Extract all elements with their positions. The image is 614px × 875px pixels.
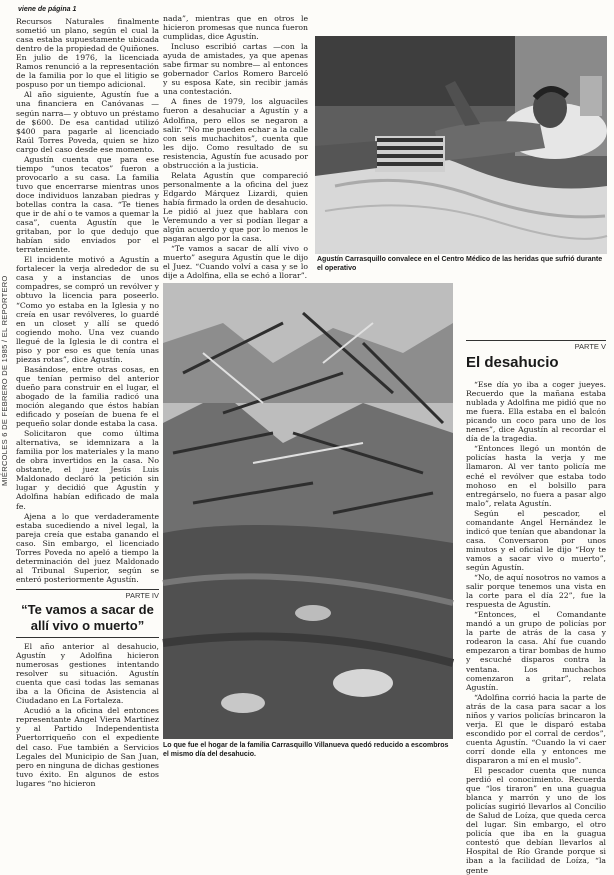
paragraph: Según el pescador, el comandante Angel Hernández le indicó que tenían que abandonar la casa. Conversaron por unos minutos y el oficial le dijo “Hoy te vamos a sacar vivo o muerto”, según Agustín. bbox=[466, 508, 606, 572]
paragraph: “Entonces, el Comandante mandó a un grupo de policías por la parte de atrás de la casa y rodearon la casa. Ahí fue cuando empezaron a tirar bombas de humo y escuché disparos contra la ventana. Los muchachos comenzaron a gritar”, relata Agustín. bbox=[466, 610, 606, 692]
paragraph: Relata Agustín que compareció personalmente a la oficina del juez Edgardo Márquez Lizardi, quien había firmado la orden de desahucio. Le pidió al juez que hablara con Veremundo a ver si podían llegar a algún acuerdo y que por lo menos le pagaran algo por la casa. bbox=[163, 170, 308, 244]
paragraph: El incidente motivó a Agustín a fortalecer la verja alrededor de su casa y a instancias de unos compadres, se compró un revólver y obtuvo la licencia para poseerlo. “Como yo estaba en la Iglesia y no creía en usar revólveres, lo guardé en un closet y allí se quedó cogiendo moho. Una vez cuando llegué de la Iglesia le di contra el piso y por eso es que tenía unas piezas rotas”, dice Agustín. bbox=[16, 255, 159, 364]
column-left bbox=[16, 5, 159, 788]
paragraph: “Adolfina corrió hacia la parte de atrás de la casa para sacar a los niños y varios policías brincaron la verja. El que le disparó estaba escondido por el corral de cerdos”, cuenta Agustín. “Cuando la vi caer corrí donde ella y entonces me dispararon a mí en el muslo”. bbox=[466, 692, 606, 765]
paragraph: A fines de 1979, los alguaciles fueron a desahuciar a Agustín y a Adolfina, pero ellos se negaron a salir. “No me pueden echar a la calle con seis muchachitos”, cuenta que les dijo. Como resultado de su resistencia, Agustín fue acusado por obstrucción a la justicia. bbox=[163, 97, 308, 170]
masthead-strip: MIÉRCOLES 6 DE FEBRERO DE 1985 / EL REPORTERO bbox=[0, 275, 9, 486]
paragraph: Incluso escribió cartas —con la ayuda de amistades, ya que apenas sabe firmar su nombre— al entonces gobernador Carlos Romero Barceló y su esposa Kate, sin recibir jamás una contestación. bbox=[163, 42, 308, 97]
rubble-photo bbox=[163, 283, 453, 739]
paragraph: Al año siguiente, Agustín fue a una financiera en Canóvanas —según narra— y obtuvo un préstamo de $600. De esa cantidad utilizó $400 para pagarle al licenciado Raúl Torres Poveda, quien se hizo cargo del caso desde ese momento. bbox=[16, 90, 159, 154]
paragraph: “Ese día yo iba a coger jueyes. Recuerdo que la mañana estaba nublada y Adolfina me pidió que no me fuera. Ella estaba en el balcón picando un coco para uno de los nenes”, dice Agustín al recordar el día de la tragedia. bbox=[466, 380, 606, 444]
section-title-part-iv: “Te vamos a sacar de allí vivo o muerto” bbox=[16, 602, 159, 638]
paragraph: “No, de aquí nosotros no vamos a salir porque tenemos una vista en la corte para el día 22”, fue la respuesta de Agustín. bbox=[466, 573, 606, 610]
paragraph: nada”, mientras que en otros le hicieron promesas que nunca fueron cumplidas, dice Agustín. bbox=[163, 14, 308, 42]
paragraph: “Entonces llegó un montón de policías hasta la verja y me llamaron. Al ver tanto policía me eché el revólver que estaba todo mohoso en el bolsillo para entregárselo, no fuera a pasar algo malo”, relata Agustín. bbox=[466, 444, 606, 508]
paragraph: Basándose, entre otras cosas, en que tenían permiso del anterior dueño para construir en el lugar, el abogado de la familia radicó una moción alegando que éstos habían edificado y poseían de buena fe el pequeño solar donde estaba la casa. bbox=[16, 364, 159, 429]
paragraph: Agustín cuenta que para ese tiempo “unos tecatos” fueron a provocarlo a su casa. La familia tuvo que encerrarse mientras unos doce individuos lanzaban piedras y botellas contra la casa. “Te tienes que ir de ahí o te vamos a quemar la casa”, cuenta Agustín que le gritaban, por lo que dedujo que habían sido enviados por el terrateniente. bbox=[16, 154, 159, 255]
section-title-part-v: El desahucio bbox=[466, 354, 559, 372]
paragraph: “Te vamos a sacar de allí vivo o muerto” asegura Agustín que le dijo el Juez. “Cuando volví a casa y se lo dije a Adolfina, ella se echó a llorar”. bbox=[163, 244, 308, 281]
paragraph: El pescador cuenta que nunca perdió el conocimiento. Recuerda que “los tiraron” en una guagua blanca y marrón y uno de los policías sugirió llevarlos al Concilio de Salud de Loíza, que queda cerca del lugar. Sin embargo, el otro policía que iba en la guagua contestó que debían llevarlos al Hospital de Río Grande porque si iban a la facilidad de Loíza, “la gente bbox=[466, 766, 606, 875]
paragraph: Ajena a lo que verdaderamente estaba sucediendo a nivel legal, la pareja creía que estaba ganando el caso. Sin embargo, el licenciado Torres Poveda no apeló a tiempo la determinación del juez Maldonado al Tribunal Superior, según se enteró posteriormente Agustín. bbox=[16, 511, 159, 584]
section-label-part-v: PARTE V bbox=[466, 340, 606, 351]
paragraph: Acudió a la oficina del entonces representante Angel Viera Martínez y al Partido Independentista Puertorriqueño con el expediente del caso. Fue también a Servicios Legales del Municipio de San Juan, pero en ninguna de dichas gestiones tuvo éxito. En algunos de estos lugares “no hicieron bbox=[16, 706, 159, 788]
column-middle-text bbox=[163, 14, 308, 281]
hospital-photo bbox=[315, 36, 607, 254]
rubble-photo-caption: Lo que fue el hogar de la familia Carrasquillo Villanueva quedó reducido a escombros el mismo día del desahucio. bbox=[163, 742, 449, 758]
paragraph: El año anterior al desahucio, Agustín y Adolfina hicieron numerosas gestiones intentando resolver su situación. Agustín cuenta que casi todas las semanas iba a la Oficina de Asistencia al Ciudadano en La Fortaleza. bbox=[16, 642, 159, 706]
paragraph: Solicitaron que como última alternativa, se idemnizara a la familia por los materiales y la mano de obra invertidos en la casa. No obstante, el juez Jesús Luis Maldonado declaró la petición sin lugar y decidió que Agustín y Adolfina habían edificado de mala fe. bbox=[16, 429, 159, 511]
continued-from-label: viene de página 1 bbox=[18, 6, 77, 13]
column-right bbox=[466, 335, 606, 875]
paragraph: Recursos Naturales finalmente sometió un plano, según el cual la casa estaba supuestamente ubicada dentro de la propiedad de Quiñones. En julio de 1976, la licenciada Ramos renunció a la representación de la familia por lo que el litigio se pospuso por un tiempo adicional. bbox=[16, 17, 159, 90]
section-label-part-iv: PARTE IV bbox=[16, 589, 159, 600]
hospital-photo-caption: Agustín Carrasquillo convalece en el Centro Médico de las heridas que sufrió durante el operativo bbox=[317, 256, 603, 272]
